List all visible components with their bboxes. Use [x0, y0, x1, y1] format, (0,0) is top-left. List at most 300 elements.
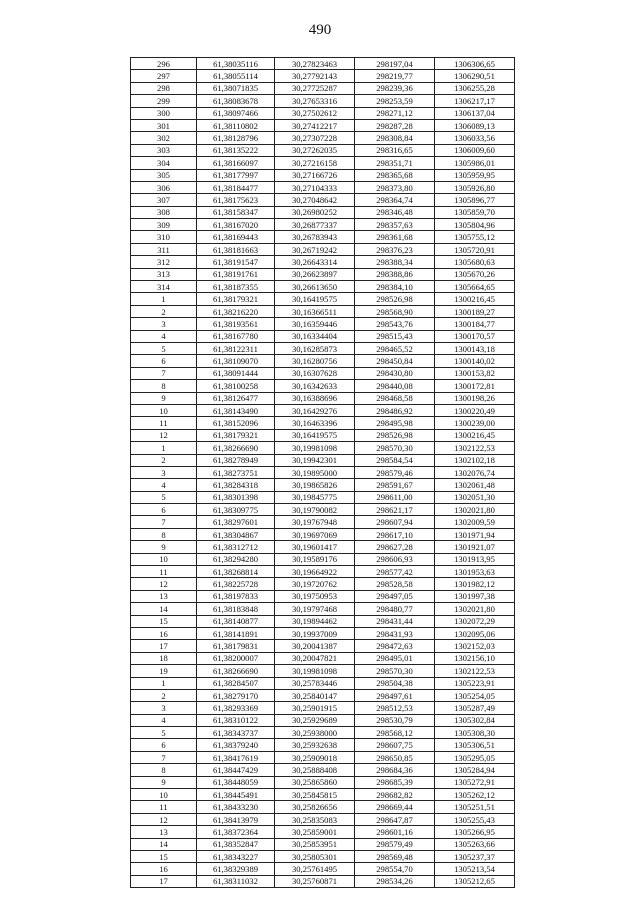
table-row: [131, 157, 515, 169]
latitude-cell: 61,38100258: [197, 380, 275, 392]
table-row: [131, 367, 515, 379]
point-number-cell: 8: [131, 764, 197, 776]
longitude-cell: 30,19767948: [275, 516, 355, 528]
x-coordinate-cell: 298579,49: [355, 838, 435, 850]
longitude-cell: 30,27262035: [275, 144, 355, 156]
table-row: [131, 615, 515, 627]
longitude-cell: 30,16359446: [275, 318, 355, 330]
longitude-cell: 30,27166726: [275, 169, 355, 181]
x-coordinate-cell: 298239,36: [355, 82, 435, 94]
latitude-cell: 61,38141891: [197, 627, 275, 639]
longitude-cell: 30,19865826: [275, 479, 355, 491]
longitude-cell: 30,27104333: [275, 181, 355, 193]
table-row: [131, 70, 515, 82]
table-row: [131, 689, 515, 701]
latitude-cell: 61,38329389: [197, 863, 275, 875]
table-row: [131, 714, 515, 726]
y-coordinate-cell: 1306217,17: [435, 95, 515, 107]
x-coordinate-cell: 298528,58: [355, 578, 435, 590]
point-number-cell: 297: [131, 70, 197, 82]
y-coordinate-cell: 1300220,49: [435, 404, 515, 416]
table-row: [131, 640, 515, 652]
point-number-cell: 7: [131, 751, 197, 763]
table-row: [131, 739, 515, 751]
y-coordinate-cell: 1305720,91: [435, 243, 515, 255]
longitude-cell: 30,19981098: [275, 665, 355, 677]
y-coordinate-cell: 1305896,77: [435, 194, 515, 206]
y-coordinate-cell: 1305251,51: [435, 801, 515, 813]
point-number-cell: 5: [131, 342, 197, 354]
latitude-cell: 61,38169443: [197, 231, 275, 243]
table-row: [131, 380, 515, 392]
table-row: [131, 813, 515, 825]
longitude-cell: 30,16280756: [275, 355, 355, 367]
point-number-cell: 6: [131, 739, 197, 751]
point-number-cell: 2: [131, 305, 197, 317]
point-number-cell: 2: [131, 454, 197, 466]
table-row: [131, 417, 515, 429]
longitude-cell: 30,19720762: [275, 578, 355, 590]
longitude-cell: 30,19981098: [275, 442, 355, 454]
point-number-cell: 17: [131, 875, 197, 887]
longitude-cell: 30,26980252: [275, 206, 355, 218]
point-number-cell: 10: [131, 404, 197, 416]
point-number-cell: 17: [131, 640, 197, 652]
y-coordinate-cell: 1302076,74: [435, 466, 515, 478]
longitude-cell: 30,25859001: [275, 826, 355, 838]
x-coordinate-cell: 298568,12: [355, 727, 435, 739]
y-coordinate-cell: 1306255,28: [435, 82, 515, 94]
longitude-cell: 30,25932638: [275, 739, 355, 751]
point-number-cell: 15: [131, 615, 197, 627]
table-row: [131, 504, 515, 516]
latitude-cell: 61,38284318: [197, 479, 275, 491]
x-coordinate-cell: 298682,82: [355, 789, 435, 801]
x-coordinate-cell: 298515,43: [355, 330, 435, 342]
latitude-cell: 61,38197833: [197, 590, 275, 602]
longitude-cell: 30,25761495: [275, 863, 355, 875]
y-coordinate-cell: 1300184,77: [435, 318, 515, 330]
y-coordinate-cell: 1300140,02: [435, 355, 515, 367]
y-coordinate-cell: 1305302,84: [435, 714, 515, 726]
point-number-cell: 311: [131, 243, 197, 255]
longitude-cell: 30,25909018: [275, 751, 355, 763]
table-row: [131, 516, 515, 528]
point-number-cell: 7: [131, 367, 197, 379]
latitude-cell: 61,38179321: [197, 293, 275, 305]
latitude-cell: 61,38304867: [197, 528, 275, 540]
longitude-cell: 30,19697069: [275, 528, 355, 540]
longitude-cell: 30,26643314: [275, 256, 355, 268]
latitude-cell: 61,38225728: [197, 578, 275, 590]
table-row: [131, 206, 515, 218]
table-row: [131, 541, 515, 553]
table-row: [131, 702, 515, 714]
longitude-cell: 30,25835083: [275, 813, 355, 825]
x-coordinate-cell: 298543,76: [355, 318, 435, 330]
longitude-cell: 30,27823463: [275, 58, 355, 70]
x-coordinate-cell: 298611,00: [355, 491, 435, 503]
point-number-cell: 6: [131, 504, 197, 516]
table-row: [131, 838, 515, 850]
y-coordinate-cell: 1305284,94: [435, 764, 515, 776]
latitude-cell: 61,38372364: [197, 826, 275, 838]
latitude-cell: 61,38191761: [197, 268, 275, 280]
y-coordinate-cell: 1305254,05: [435, 689, 515, 701]
point-number-cell: 12: [131, 429, 197, 441]
table-row: [131, 342, 515, 354]
latitude-cell: 61,38140877: [197, 615, 275, 627]
longitude-cell: 30,19942301: [275, 454, 355, 466]
longitude-cell: 30,25840147: [275, 689, 355, 701]
x-coordinate-cell: 298526,98: [355, 429, 435, 441]
y-coordinate-cell: 1305755,12: [435, 231, 515, 243]
point-number-cell: 4: [131, 714, 197, 726]
x-coordinate-cell: 298647,87: [355, 813, 435, 825]
latitude-cell: 61,38071835: [197, 82, 275, 94]
x-coordinate-cell: 298430,80: [355, 367, 435, 379]
latitude-cell: 61,38179321: [197, 429, 275, 441]
longitude-cell: 30,27216158: [275, 157, 355, 169]
point-number-cell: 302: [131, 132, 197, 144]
y-coordinate-cell: 1302021,80: [435, 603, 515, 615]
table-row: [131, 219, 515, 231]
latitude-cell: 61,38268814: [197, 566, 275, 578]
x-coordinate-cell: 298504,38: [355, 677, 435, 689]
point-number-cell: 9: [131, 776, 197, 788]
y-coordinate-cell: 1306306,65: [435, 58, 515, 70]
table-row: [131, 466, 515, 478]
table-row: [131, 268, 515, 280]
latitude-cell: 61,38128796: [197, 132, 275, 144]
y-coordinate-cell: 1300143,18: [435, 342, 515, 354]
x-coordinate-cell: 298530,79: [355, 714, 435, 726]
longitude-cell: 30,19589176: [275, 553, 355, 565]
y-coordinate-cell: 1305859,70: [435, 206, 515, 218]
point-number-cell: 296: [131, 58, 197, 70]
point-number-cell: 11: [131, 801, 197, 813]
point-number-cell: 301: [131, 119, 197, 131]
x-coordinate-cell: 298669,44: [355, 801, 435, 813]
y-coordinate-cell: 1306137,04: [435, 107, 515, 119]
x-coordinate-cell: 298468,58: [355, 392, 435, 404]
latitude-cell: 61,38175623: [197, 194, 275, 206]
latitude-cell: 61,38035116: [197, 58, 275, 70]
latitude-cell: 61,38448059: [197, 776, 275, 788]
y-coordinate-cell: 1305680,63: [435, 256, 515, 268]
table-row: [131, 442, 515, 454]
latitude-cell: 61,38193561: [197, 318, 275, 330]
latitude-cell: 61,38294280: [197, 553, 275, 565]
y-coordinate-cell: 1305926,80: [435, 181, 515, 193]
y-coordinate-cell: 1305212,65: [435, 875, 515, 887]
x-coordinate-cell: 298271,12: [355, 107, 435, 119]
point-number-cell: 10: [131, 553, 197, 565]
latitude-cell: 61,38167780: [197, 330, 275, 342]
table-row: [131, 789, 515, 801]
y-coordinate-cell: 1301982,12: [435, 578, 515, 590]
point-number-cell: 10: [131, 789, 197, 801]
point-number-cell: 7: [131, 516, 197, 528]
x-coordinate-cell: 298365,68: [355, 169, 435, 181]
y-coordinate-cell: 1305664,65: [435, 281, 515, 293]
y-coordinate-cell: 1300216,45: [435, 293, 515, 305]
y-coordinate-cell: 1302072,29: [435, 615, 515, 627]
table-row: [131, 479, 515, 491]
table-row: [131, 281, 515, 293]
y-coordinate-cell: 1302009,59: [435, 516, 515, 528]
table-row: [131, 82, 515, 94]
latitude-cell: 61,38309775: [197, 504, 275, 516]
longitude-cell: 30,25783446: [275, 677, 355, 689]
y-coordinate-cell: 1302122,53: [435, 665, 515, 677]
x-coordinate-cell: 298440,08: [355, 380, 435, 392]
y-coordinate-cell: 1305287,49: [435, 702, 515, 714]
longitude-cell: 30,16429276: [275, 404, 355, 416]
x-coordinate-cell: 298364,74: [355, 194, 435, 206]
latitude-cell: 61,38266690: [197, 442, 275, 454]
x-coordinate-cell: 298316,65: [355, 144, 435, 156]
x-coordinate-cell: 298450,84: [355, 355, 435, 367]
table-row: [131, 392, 515, 404]
latitude-cell: 61,38352847: [197, 838, 275, 850]
latitude-cell: 61,38122311: [197, 342, 275, 354]
latitude-cell: 61,38177997: [197, 169, 275, 181]
point-number-cell: 16: [131, 863, 197, 875]
x-coordinate-cell: 298388,86: [355, 268, 435, 280]
longitude-cell: 30,20047821: [275, 652, 355, 664]
latitude-cell: 61,38278949: [197, 454, 275, 466]
point-number-cell: 14: [131, 603, 197, 615]
x-coordinate-cell: 298376,23: [355, 243, 435, 255]
x-coordinate-cell: 298308,84: [355, 132, 435, 144]
latitude-cell: 61,38187355: [197, 281, 275, 293]
table-row: [131, 578, 515, 590]
point-number-cell: 5: [131, 727, 197, 739]
x-coordinate-cell: 298570,30: [355, 665, 435, 677]
table-row: [131, 627, 515, 639]
y-coordinate-cell: 1300239,00: [435, 417, 515, 429]
x-coordinate-cell: 298650,85: [355, 751, 435, 763]
longitude-cell: 30,16342633: [275, 380, 355, 392]
table-row: [131, 665, 515, 677]
x-coordinate-cell: 298601,16: [355, 826, 435, 838]
x-coordinate-cell: 298472,63: [355, 640, 435, 652]
longitude-cell: 30,26613650: [275, 281, 355, 293]
point-number-cell: 1: [131, 677, 197, 689]
table-row: [131, 318, 515, 330]
latitude-cell: 61,38083678: [197, 95, 275, 107]
latitude-cell: 61,38097466: [197, 107, 275, 119]
y-coordinate-cell: 1305959,95: [435, 169, 515, 181]
longitude-cell: 30,16334404: [275, 330, 355, 342]
y-coordinate-cell: 1302122,53: [435, 442, 515, 454]
x-coordinate-cell: 298253,59: [355, 95, 435, 107]
longitude-cell: 30,25853951: [275, 838, 355, 850]
table-row: [131, 528, 515, 540]
y-coordinate-cell: 1305670,26: [435, 268, 515, 280]
latitude-cell: 61,38167020: [197, 219, 275, 231]
x-coordinate-cell: 298431,93: [355, 627, 435, 639]
x-coordinate-cell: 298384,10: [355, 281, 435, 293]
latitude-cell: 61,38311032: [197, 875, 275, 887]
latitude-cell: 61,38343737: [197, 727, 275, 739]
x-coordinate-cell: 298287,28: [355, 119, 435, 131]
point-number-cell: 12: [131, 578, 197, 590]
longitude-cell: 30,16463396: [275, 417, 355, 429]
longitude-cell: 30,25901915: [275, 702, 355, 714]
latitude-cell: 61,38379240: [197, 739, 275, 751]
x-coordinate-cell: 298568,90: [355, 305, 435, 317]
latitude-cell: 61,38433230: [197, 801, 275, 813]
longitude-cell: 30,25888408: [275, 764, 355, 776]
y-coordinate-cell: 1305266,95: [435, 826, 515, 838]
y-coordinate-cell: 1305804,96: [435, 219, 515, 231]
table-row: [131, 107, 515, 119]
latitude-cell: 61,38143490: [197, 404, 275, 416]
point-number-cell: 308: [131, 206, 197, 218]
point-number-cell: 4: [131, 479, 197, 491]
y-coordinate-cell: 1301921,07: [435, 541, 515, 553]
latitude-cell: 61,38293369: [197, 702, 275, 714]
x-coordinate-cell: 298480,77: [355, 603, 435, 615]
longitude-cell: 30,26877337: [275, 219, 355, 231]
point-number-cell: 1: [131, 442, 197, 454]
table-row: [131, 863, 515, 875]
table-row: [131, 875, 515, 887]
longitude-cell: 30,19845775: [275, 491, 355, 503]
point-number-cell: 9: [131, 541, 197, 553]
table-row: [131, 256, 515, 268]
latitude-cell: 61,38310122: [197, 714, 275, 726]
longitude-cell: 30,26623897: [275, 268, 355, 280]
point-number-cell: 8: [131, 528, 197, 540]
x-coordinate-cell: 298591,67: [355, 479, 435, 491]
y-coordinate-cell: 1306290,51: [435, 70, 515, 82]
latitude-cell: 61,38109070: [197, 355, 275, 367]
point-number-cell: 6: [131, 355, 197, 367]
table-row: [131, 851, 515, 863]
point-number-cell: 300: [131, 107, 197, 119]
y-coordinate-cell: 1305306,51: [435, 739, 515, 751]
point-number-cell: 3: [131, 318, 197, 330]
longitude-cell: 30,26719242: [275, 243, 355, 255]
y-coordinate-cell: 1302102,18: [435, 454, 515, 466]
y-coordinate-cell: 1300189,27: [435, 305, 515, 317]
longitude-cell: 30,16419575: [275, 429, 355, 441]
point-number-cell: 3: [131, 466, 197, 478]
y-coordinate-cell: 1301971,94: [435, 528, 515, 540]
longitude-cell: 30,19895000: [275, 466, 355, 478]
point-number-cell: 314: [131, 281, 197, 293]
table-row: [131, 677, 515, 689]
x-coordinate-cell: 298606,93: [355, 553, 435, 565]
x-coordinate-cell: 298486,92: [355, 404, 435, 416]
table-row: [131, 181, 515, 193]
y-coordinate-cell: 1302061,48: [435, 479, 515, 491]
x-coordinate-cell: 298579,46: [355, 466, 435, 478]
y-coordinate-cell: 1301997,38: [435, 590, 515, 602]
longitude-cell: 30,16307628: [275, 367, 355, 379]
table-row: [131, 132, 515, 144]
latitude-cell: 61,38279170: [197, 689, 275, 701]
x-coordinate-cell: 298495,01: [355, 652, 435, 664]
latitude-cell: 61,38184477: [197, 181, 275, 193]
longitude-cell: 30,25826656: [275, 801, 355, 813]
point-number-cell: 18: [131, 652, 197, 664]
y-coordinate-cell: 1302152,03: [435, 640, 515, 652]
coordinates-table: [130, 57, 515, 888]
x-coordinate-cell: 298617,10: [355, 528, 435, 540]
longitude-cell: 30,27412217: [275, 119, 355, 131]
y-coordinate-cell: 1300216,45: [435, 429, 515, 441]
latitude-cell: 61,38343227: [197, 851, 275, 863]
table-row: [131, 764, 515, 776]
point-number-cell: 304: [131, 157, 197, 169]
point-number-cell: 312: [131, 256, 197, 268]
y-coordinate-cell: 1306089,13: [435, 119, 515, 131]
latitude-cell: 61,38216220: [197, 305, 275, 317]
latitude-cell: 61,38445491: [197, 789, 275, 801]
y-coordinate-cell: 1305255,43: [435, 813, 515, 825]
x-coordinate-cell: 298577,42: [355, 566, 435, 578]
point-number-cell: 13: [131, 826, 197, 838]
longitude-cell: 30,26783943: [275, 231, 355, 243]
y-coordinate-cell: 1305223,91: [435, 677, 515, 689]
table-row: [131, 355, 515, 367]
latitude-cell: 61,38266690: [197, 665, 275, 677]
longitude-cell: 30,27307228: [275, 132, 355, 144]
latitude-cell: 61,38166097: [197, 157, 275, 169]
point-number-cell: 3: [131, 702, 197, 714]
longitude-cell: 30,19664922: [275, 566, 355, 578]
longitude-cell: 30,16285873: [275, 342, 355, 354]
latitude-cell: 61,38447429: [197, 764, 275, 776]
longitude-cell: 30,20041387: [275, 640, 355, 652]
point-number-cell: 14: [131, 838, 197, 850]
longitude-cell: 30,27502612: [275, 107, 355, 119]
point-number-cell: 2: [131, 689, 197, 701]
x-coordinate-cell: 298621,17: [355, 504, 435, 516]
x-coordinate-cell: 298570,30: [355, 442, 435, 454]
longitude-cell: 30,19601417: [275, 541, 355, 553]
latitude-cell: 61,38126477: [197, 392, 275, 404]
coordinates-table-body: [131, 58, 515, 888]
table-row: [131, 169, 515, 181]
longitude-cell: 30,25929689: [275, 714, 355, 726]
latitude-cell: 61,38181663: [197, 243, 275, 255]
y-coordinate-cell: 1305272,91: [435, 776, 515, 788]
x-coordinate-cell: 298361,68: [355, 231, 435, 243]
latitude-cell: 61,38191547: [197, 256, 275, 268]
point-number-cell: 16: [131, 627, 197, 639]
longitude-cell: 30,19797468: [275, 603, 355, 615]
x-coordinate-cell: 298373,80: [355, 181, 435, 193]
latitude-cell: 61,38301398: [197, 491, 275, 503]
latitude-cell: 61,38135222: [197, 144, 275, 156]
point-number-cell: 303: [131, 144, 197, 156]
table-row: [131, 491, 515, 503]
table-row: [131, 404, 515, 416]
longitude-cell: 30,19750953: [275, 590, 355, 602]
table-row: [131, 95, 515, 107]
y-coordinate-cell: 1301913,95: [435, 553, 515, 565]
point-number-cell: 13: [131, 590, 197, 602]
table-row: [131, 566, 515, 578]
latitude-cell: 61,38055114: [197, 70, 275, 82]
table-row: [131, 243, 515, 255]
y-coordinate-cell: 1305986,01: [435, 157, 515, 169]
